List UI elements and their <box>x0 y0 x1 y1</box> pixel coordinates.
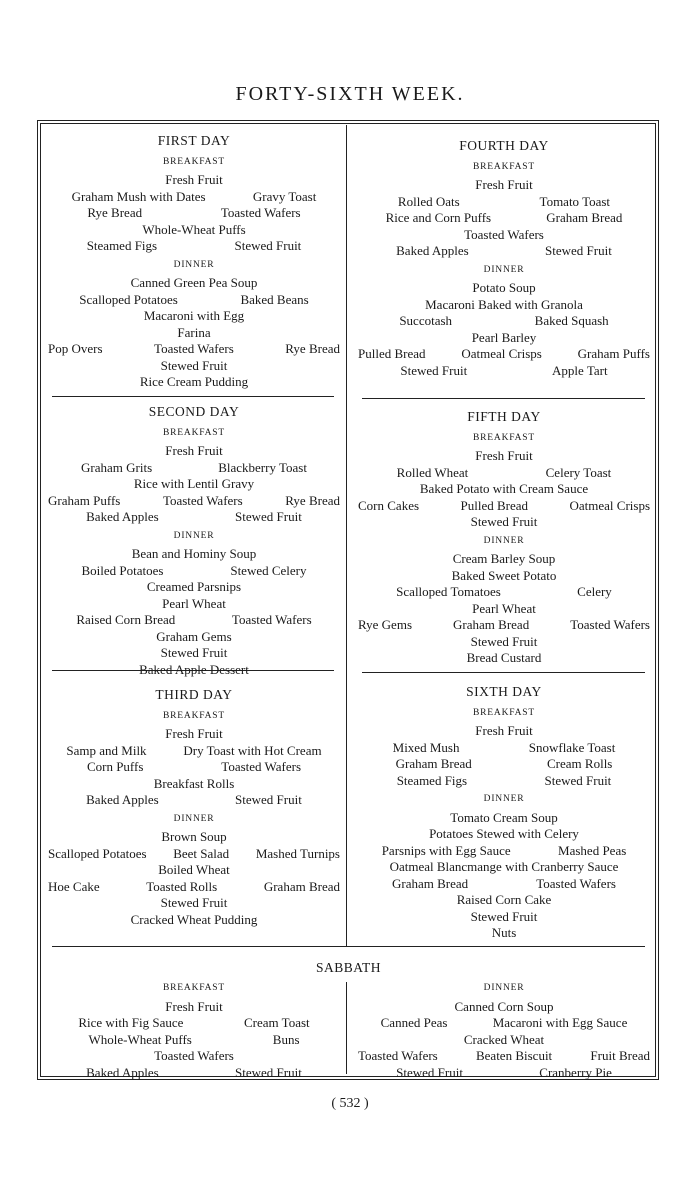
menu-line <box>48 776 340 793</box>
menu-line <box>358 1015 650 1032</box>
menu-line <box>48 726 340 743</box>
menu-item: Beaten Biscuit <box>475 1048 553 1063</box>
menu-line <box>48 629 340 646</box>
menu-item: Macaroni with Egg Sauce <box>492 1015 628 1030</box>
menu-line <box>358 999 650 1016</box>
sabbath-heading: SABBATH <box>315 960 381 975</box>
menu-item: Rice with Fig Sauce <box>78 1015 184 1030</box>
menu-item: Baked Apples <box>86 792 159 807</box>
menu-item: Rolled Oats <box>397 193 460 209</box>
menu-line <box>48 612 340 629</box>
menu-line <box>358 514 650 531</box>
menu-item: Canned Peas <box>380 1015 448 1030</box>
menu-item: Steamed Figs <box>396 772 468 788</box>
menu-line <box>48 662 340 679</box>
menu-item: Raised Corn Bread <box>76 612 176 627</box>
menu-item: Toasted Wafers <box>154 341 234 356</box>
menu-line <box>48 238 340 255</box>
menu-item: Corn Puffs <box>86 759 144 774</box>
menu-item: Baked Beans <box>240 291 309 307</box>
menu-item: Whole-Wheat Puffs <box>88 1031 192 1047</box>
menu-line <box>358 634 650 651</box>
menu-item: Graham Bread <box>392 875 469 891</box>
menu-item: Tomato Cream Soup <box>450 809 558 825</box>
menu-line <box>48 1015 340 1032</box>
menu-item: Fresh Fruit <box>165 726 223 741</box>
menu-line <box>358 465 650 482</box>
menu-line <box>358 876 650 893</box>
menu-line <box>48 172 340 189</box>
menu-line <box>358 297 650 314</box>
menu-line <box>48 846 340 863</box>
menu-item: Toasted Rolls <box>146 878 218 894</box>
sabbath-column-divider <box>346 982 347 1074</box>
menu-line <box>48 829 340 846</box>
menu-item: Baked Apples <box>86 1064 159 1080</box>
menu-item: Scalloped Potatoes <box>48 845 147 861</box>
menu-line <box>48 341 340 358</box>
menu-item: Fruit Bread <box>590 1048 650 1063</box>
menu-item: Stewed Fruit <box>400 362 468 378</box>
menu-item: Scalloped Potatoes <box>79 291 178 307</box>
menu-item: Macaroni with Egg <box>143 308 245 323</box>
menu-line <box>48 596 340 613</box>
menu-item: Gravy Toast <box>252 188 317 204</box>
menu-line <box>358 909 650 926</box>
menu-item: Stewed Fruit <box>470 514 538 529</box>
day-section-third <box>48 687 340 928</box>
menu-line <box>358 210 650 227</box>
dinner-label: DINNER <box>173 259 215 270</box>
day-heading: FIFTH DAY <box>467 409 541 424</box>
menu-item: Graham Bread <box>395 756 472 771</box>
menu-line <box>48 759 340 776</box>
day-section-sixth <box>358 684 650 942</box>
menu-item: Potato Soup <box>472 280 536 295</box>
day-section-first <box>48 133 340 391</box>
menu-item: Oatmeal Crisps <box>569 497 650 513</box>
menu-line <box>48 509 340 526</box>
menu-line <box>358 448 650 465</box>
menu-item: Stewed Fruit <box>396 1064 463 1080</box>
menu-item: Boiled Potatoes <box>81 562 164 578</box>
menu-line <box>48 374 340 391</box>
menu-item: Pop Overs <box>48 341 103 356</box>
menu-item: Rice Cream Pudding <box>139 374 249 389</box>
menu-line <box>358 925 650 942</box>
menu-item: Rye Bread <box>285 341 340 356</box>
menu-line <box>358 723 650 740</box>
menu-item: Stewed Fruit <box>545 243 612 258</box>
menu-item: Fresh Fruit <box>165 998 223 1014</box>
menu-item: Baked Apple Dessert <box>139 661 249 677</box>
menu-item: Stewed Fruit <box>235 1064 302 1080</box>
menu-line <box>358 1032 650 1049</box>
menu-item: Fresh Fruit <box>165 443 223 458</box>
menu-item: Pulled Bread <box>460 497 529 513</box>
menu-line <box>358 859 650 876</box>
day-heading: FIRST DAY <box>157 133 231 148</box>
menu-item: Graham Puffs <box>48 492 121 508</box>
menu-line <box>48 912 340 929</box>
menu-line <box>48 493 340 510</box>
menu-item: Scalloped Tomatoes <box>396 584 501 599</box>
menu-line <box>358 601 650 618</box>
menu-item: Cream Toast <box>244 1015 310 1030</box>
menu-line <box>48 792 340 809</box>
menu-item: Blackberry Toast <box>218 459 307 475</box>
menu-item: Graham Mush with Dates <box>71 188 206 204</box>
menu-item: Apple Tart <box>552 362 608 378</box>
menu-item: Mashed Peas <box>558 842 627 858</box>
day-section-fourth <box>358 138 650 379</box>
menu-item: Bean and Hominy Soup <box>131 546 257 561</box>
menu-line <box>358 280 650 297</box>
menu-line <box>48 476 340 493</box>
menu-item: Cream Rolls <box>547 756 613 771</box>
menu-line <box>48 325 340 342</box>
menu-line <box>48 443 340 460</box>
menu-item: Oatmeal Blancmange with Cranberry Sauce <box>389 859 619 874</box>
menu-item: Dry Toast with Hot Cream <box>183 742 322 758</box>
menu-item: Whole-Wheat Puffs <box>142 221 246 237</box>
breakfast-label: BREAKFAST <box>163 156 225 167</box>
menu-item: Graham Bread <box>263 878 340 894</box>
menu-item: Canned Corn Soup <box>454 998 554 1014</box>
menu-line <box>358 330 650 347</box>
dinner-label: DINNER <box>483 535 525 546</box>
menu-item: Brown Soup <box>161 829 227 844</box>
menu-item: Celery Toast <box>545 464 612 480</box>
menu-line <box>358 481 650 498</box>
menu-line <box>358 346 650 363</box>
menu-item: Cream Barley Soup <box>452 551 556 566</box>
menu-line <box>358 617 650 634</box>
menu-item: Oatmeal Crisps <box>461 346 542 361</box>
rule-right-1 <box>362 398 645 399</box>
menu-item: Cracked Wheat Pudding <box>130 911 258 927</box>
menu-item: Samp and Milk <box>66 742 147 758</box>
menu-line <box>358 568 650 585</box>
menu-item: Canned Green Pea Soup <box>130 275 258 290</box>
menu-item: Steamed Figs <box>86 238 158 253</box>
menu-item: Stewed Fruit <box>160 357 228 373</box>
menu-line <box>48 743 340 760</box>
menu-line <box>48 275 340 292</box>
rule-right-2 <box>362 672 645 673</box>
menu-item: Corn Cakes <box>358 497 420 513</box>
menu-item: Celery <box>577 584 612 599</box>
menu-item: Graham Bread <box>546 210 623 225</box>
menu-item: Rye Gems <box>358 617 412 632</box>
menu-item: Parsnips with Egg Sauce <box>381 842 511 858</box>
dinner-label: DINNER <box>173 813 215 824</box>
column-divider <box>346 125 347 947</box>
menu-item: Toasted Wafers <box>154 1048 234 1063</box>
dinner-label: DINNER <box>483 983 525 993</box>
menu-line <box>358 650 650 667</box>
menu-line <box>358 498 650 515</box>
breakfast-label: BREAKFAST <box>473 707 535 718</box>
menu-item: Baked Apples <box>86 509 159 524</box>
menu-line <box>358 194 650 211</box>
menu-line <box>358 177 650 194</box>
menu-item: Stewed Fruit <box>160 645 228 660</box>
breakfast-label: BREAKFAST <box>163 983 225 993</box>
menu-item: Baked Sweet Potato <box>451 567 557 583</box>
menu-line <box>48 222 340 239</box>
menu-item: Pearl Wheat <box>472 600 536 616</box>
day-heading: SIXTH DAY <box>466 684 542 699</box>
menu-line <box>48 205 340 222</box>
menu-line <box>358 227 650 244</box>
breakfast-label: BREAKFAST <box>163 710 225 721</box>
menu-line <box>48 358 340 375</box>
menu-line <box>48 546 340 563</box>
day-section-second <box>48 404 340 678</box>
menu-line <box>48 189 340 206</box>
menu-line <box>358 243 650 260</box>
page-title: FORTY-SIXTH WEEK. <box>235 83 465 105</box>
menu-item: Macaroni Baked with Granola <box>425 296 583 312</box>
menu-line <box>48 895 340 912</box>
menu-line <box>48 308 340 325</box>
sabbath-breakfast <box>48 978 340 1081</box>
menu-line <box>48 999 340 1016</box>
page-number: ( 532 ) <box>331 1096 369 1111</box>
menu-item: Nuts <box>491 925 517 940</box>
menu-line <box>48 1032 340 1049</box>
breakfast-label: BREAKFAST <box>163 427 225 438</box>
menu-item: Graham Grits <box>81 459 153 475</box>
menu-line <box>358 313 650 330</box>
menu-item: Stewed Fruit <box>234 238 302 253</box>
menu-line <box>48 862 340 879</box>
day-heading: SECOND DAY <box>148 404 240 419</box>
menu-item: Graham Bread <box>453 617 530 632</box>
menu-item: Tomato Toast <box>539 193 611 209</box>
day-heading: THIRD DAY <box>155 687 233 702</box>
menu-line <box>48 563 340 580</box>
menu-item: Potatoes Stewed with Celery <box>429 826 579 841</box>
menu-line <box>48 460 340 477</box>
menu-item: Toasted Wafers <box>231 612 312 627</box>
menu-item: Pulled Bread <box>358 346 426 361</box>
menu-item: Creamed Parsnips <box>146 579 242 594</box>
menu-item: Rye Bread <box>285 492 340 508</box>
menu-item: Fresh Fruit <box>475 177 533 192</box>
menu-item: Beet Salad <box>173 845 230 861</box>
menu-item: Rice and Corn Puffs <box>385 210 492 225</box>
menu-item: Breakfast Rolls <box>153 775 235 791</box>
menu-line <box>358 843 650 860</box>
menu-item: Toasted Wafers <box>570 617 650 632</box>
menu-item: Hoe Cake <box>48 878 100 894</box>
menu-item: Boiled Wheat <box>158 862 230 877</box>
breakfast-label: BREAKFAST <box>473 161 535 172</box>
menu-item: Toasted Wafers <box>162 492 243 508</box>
menu-item: Graham Gems <box>156 628 232 644</box>
menu-item: Mixed Mush <box>392 739 460 755</box>
menu-item: Succotash <box>399 313 453 328</box>
menu-item: Stewed Fruit <box>160 895 228 910</box>
dinner-label: DINNER <box>483 794 525 804</box>
menu-item: Cranberry Pie <box>539 1064 612 1080</box>
menu-item: Pearl Barley <box>471 329 537 345</box>
menu-item: Graham Puffs <box>577 346 650 361</box>
menu-item: Mashed Turnips <box>255 845 340 861</box>
menu-item: Rice with Lentil Gravy <box>133 476 255 491</box>
menu-item: Fresh Fruit <box>475 723 533 738</box>
rule-sabbath <box>52 946 645 947</box>
menu-item: Cracked Wheat <box>463 1031 545 1047</box>
menu-item: Stewed Fruit <box>544 772 612 788</box>
menu-item: Rolled Wheat <box>396 464 469 480</box>
dinner-label: DINNER <box>173 530 215 541</box>
menu-item: Pearl Wheat <box>162 595 226 611</box>
day-section-fifth <box>358 409 650 667</box>
menu-line <box>48 1065 340 1082</box>
menu-item: Baked Potato with Cream Sauce <box>419 481 589 496</box>
menu-item: Toasted Wafers <box>536 875 616 891</box>
menu-line <box>48 1048 340 1065</box>
menu-line <box>48 292 340 309</box>
dinner-label: DINNER <box>483 264 525 275</box>
menu-item: Toasted Wafers <box>464 226 544 242</box>
menu-line <box>358 1065 650 1082</box>
rule-left-1 <box>52 396 334 397</box>
breakfast-label: BREAKFAST <box>473 432 535 443</box>
day-heading: FOURTH DAY <box>459 138 549 153</box>
menu-item: Stewed Celery <box>230 562 307 578</box>
menu-line <box>358 1048 650 1065</box>
menu-line <box>358 892 650 909</box>
menu-item: Stewed Fruit <box>235 792 302 807</box>
menu-line <box>358 810 650 827</box>
menu-line <box>48 879 340 896</box>
menu-item: Toasted Wafers <box>221 759 302 774</box>
menu-item: Fresh Fruit <box>165 172 223 187</box>
menu-item: Toasted Wafers <box>358 1048 438 1063</box>
menu-item: Raised Corn Cake <box>456 892 552 907</box>
menu-line <box>358 584 650 601</box>
sabbath-dinner <box>358 978 650 1081</box>
menu-item: Toasted Wafers <box>220 205 301 220</box>
menu-item: Fresh Fruit <box>475 448 533 463</box>
menu-line <box>358 773 650 790</box>
menu-line <box>48 645 340 662</box>
menu-line <box>358 756 650 773</box>
menu-line <box>358 740 650 757</box>
menu-item: Bread Custard <box>466 650 542 665</box>
menu-item: Baked Squash <box>534 313 609 328</box>
menu-item: Stewed Fruit <box>470 908 538 924</box>
menu-item: Farina <box>177 324 211 340</box>
menu-line <box>358 551 650 568</box>
menu-item: Stewed Fruit <box>235 509 302 524</box>
menu-line <box>358 363 650 380</box>
menu-item: Rye Bread <box>87 205 143 220</box>
menu-item: Baked Apples <box>396 243 469 258</box>
menu-item: Snowflake Toast <box>528 739 616 755</box>
menu-line <box>358 826 650 843</box>
menu-line <box>48 579 340 596</box>
menu-item: Buns <box>272 1031 300 1047</box>
menu-item: Stewed Fruit <box>470 633 538 649</box>
